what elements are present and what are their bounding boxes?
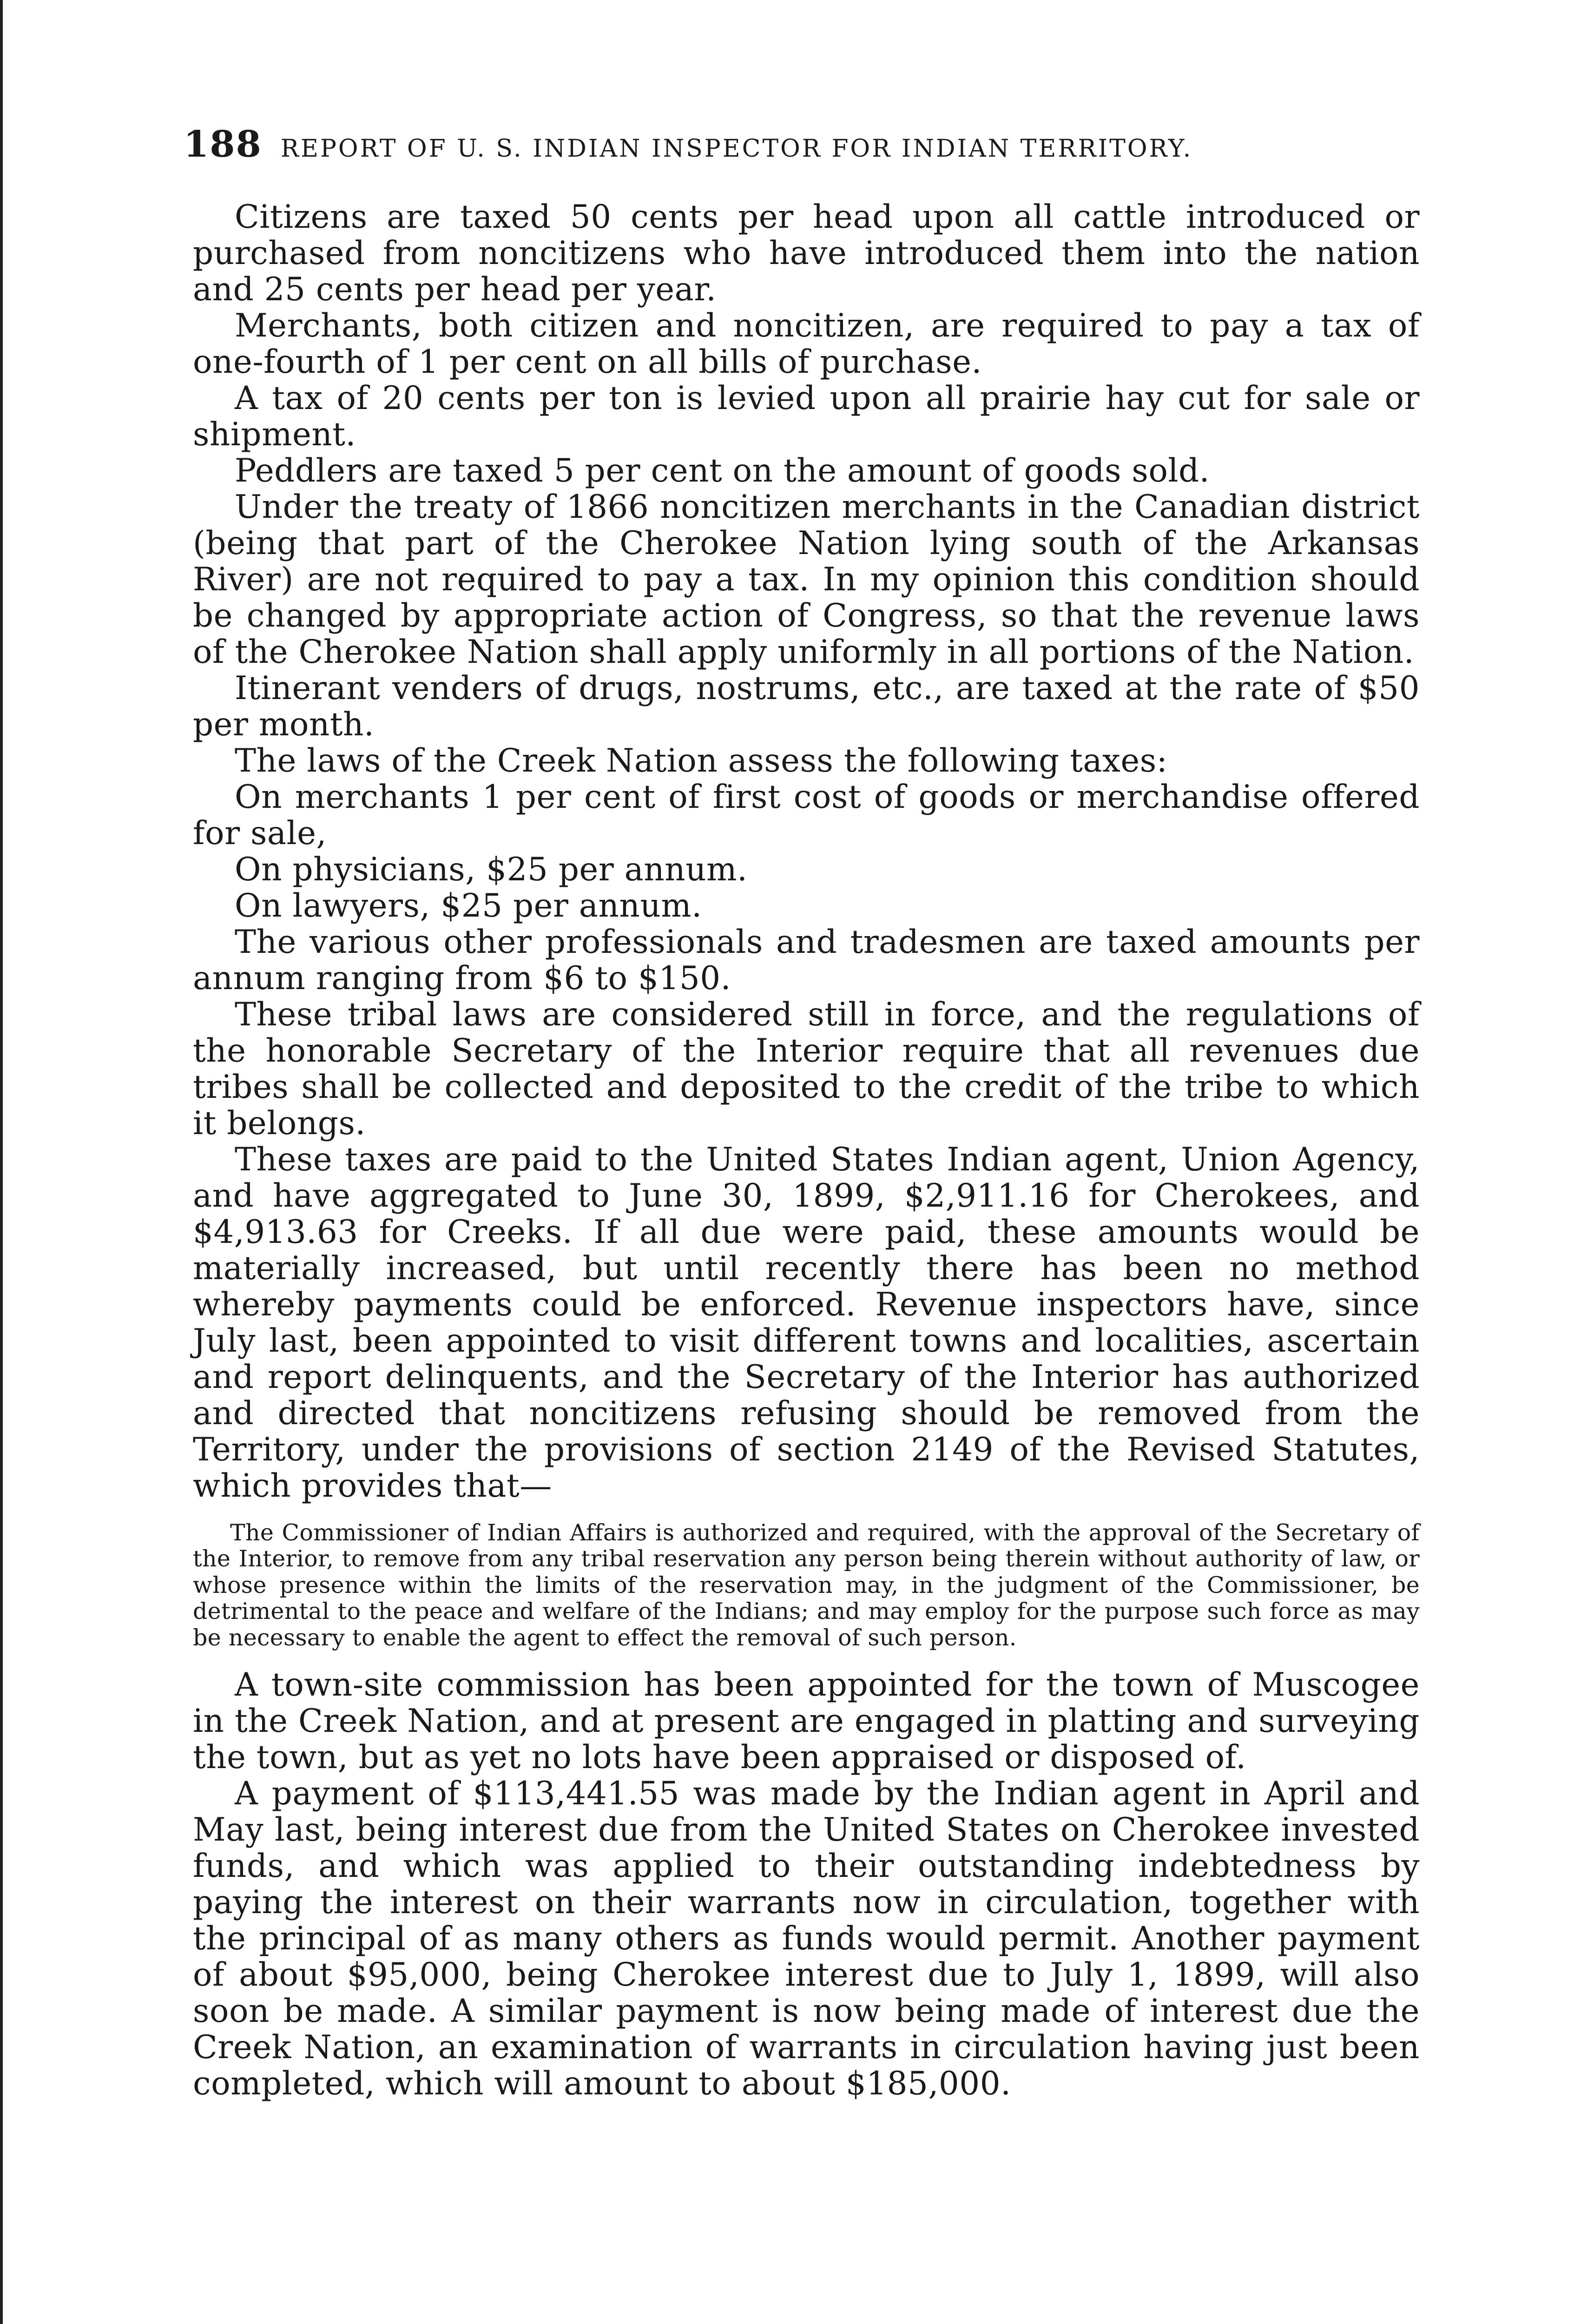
paragraph-itinerant-venders: Itinerant venders of drugs, nostrums, etc., are taxed at the rate of $50 per month. — [193, 670, 1420, 743]
paragraph-hay-tax: A tax of 20 cents per ton is levied upon all prairie hay cut for sale or shipment. — [193, 380, 1420, 453]
paragraph-peddlers-tax: Peddlers are taxed 5 per cent on the amount of goods sold. — [235, 452, 1210, 489]
paragraph-lawyers: On lawyers, $25 per annum. — [235, 887, 702, 924]
paragraph-treaty-1866: Under the treaty of 1866 noncitizen merchants in the Canadian district (being that part of the Cherokee Nation lying south of the Arkansas River) are not required to pay a tax. In my opinion this condition should be changed by appropriate action of Congress, so that the revenue laws of the Cherokee Nation shall apply uniformly in all portions of the Nation. — [193, 489, 1420, 671]
quoted-statute: The Commissioner of Indian Affairs is authorized and required, with the approval of the Secretary of the Interior, to remove from any tribal reservation any person being therein without authority of law, or whose presence within the limits of the reservation may, in the judgment of the Commissioner, be detrimental to the peace and welfare of the Indians; and may employ for the purpose such force as may be necessary to enable the agent to effect the removal of such person. — [193, 1519, 1420, 1651]
page-header — [184, 123, 1424, 174]
paragraph-merchants-tax: Merchants, both citizen and noncitizen, are required to pay a tax of one-fourth of 1 per cent on all bills of purchase. — [193, 307, 1420, 381]
paragraph-professionals: The various other professionals and tradesmen are taxed amounts per annum ranging from $6 to $150. — [193, 924, 1420, 997]
paragraph-physicians: On physicians, $25 per annum. — [235, 851, 748, 888]
body-text — [193, 199, 1420, 2102]
paragraph-payment: A payment of $113,441.55 was made by the Indian agent in April and May last, being interest due from the United States on Cherokee invested funds, and which was applied to their outstanding indebtedness by paying the interest on their warrants now in circulation, together with the principal of as many others as funds would permit. Another payment of about $95,000, being Cherokee interest due to July 1, 1899, will also soon be made. A similar payment is now being made of interest due the Creek Nation, an examination of warrants in circulation having just been completed, which will amount to about $185,000. — [193, 1775, 1420, 2103]
page-number: 188 — [184, 123, 262, 165]
paragraph-taxes-paid: These taxes are paid to the United States Indian agent, Union Agency, and have aggregated to June 30, 1899, $2,911.16 for Cherokees, and $4,913.63 for Creeks. If all due were paid, these amounts would be materially increased, but until recently there has been no method whereby payments could be enforced. Revenue inspectors have, since July last, been appointed to visit different towns and localities, ascertain and report delinquents, and the Secretary of the Interior has authorized and directed that noncitizens refusing should be removed from the Territory, under the provisions of section 2149 of the Revised Statutes, which provides that— — [193, 1141, 1420, 1505]
paragraph-creek-laws: The laws of the Creek Nation assess the following taxes: — [235, 742, 1168, 779]
paragraph-tribal-laws: These tribal laws are considered still in force, and the regulations of the honorable Secretary of the Interior require that all revenues due tribes shall be collected and deposited to the credit of the tribe to which it belongs. — [193, 996, 1420, 1142]
scan-edge-shadow — [0, 0, 3, 2324]
running-title: REPORT OF U. S. INDIAN INSPECTOR FOR INDIAN TERRITORY. — [280, 135, 1193, 163]
paragraph-town-site: A town-site commission has been appointed for the town of Muscogee in the Creek Nation, and at present are engaged in platting and surveying the town, but as yet no lots have been appraised or disposed of. — [193, 1666, 1420, 1776]
paragraph-cattle-tax: Citizens are taxed 50 cents per head upon all cattle introduced or purchased from noncitizens who have introduced them into the nation and 25 cents per head per year. — [193, 198, 1420, 308]
paragraph-creek-merchants: On merchants 1 per cent of first cost of goods or merchandise offered for sale, — [193, 779, 1420, 852]
